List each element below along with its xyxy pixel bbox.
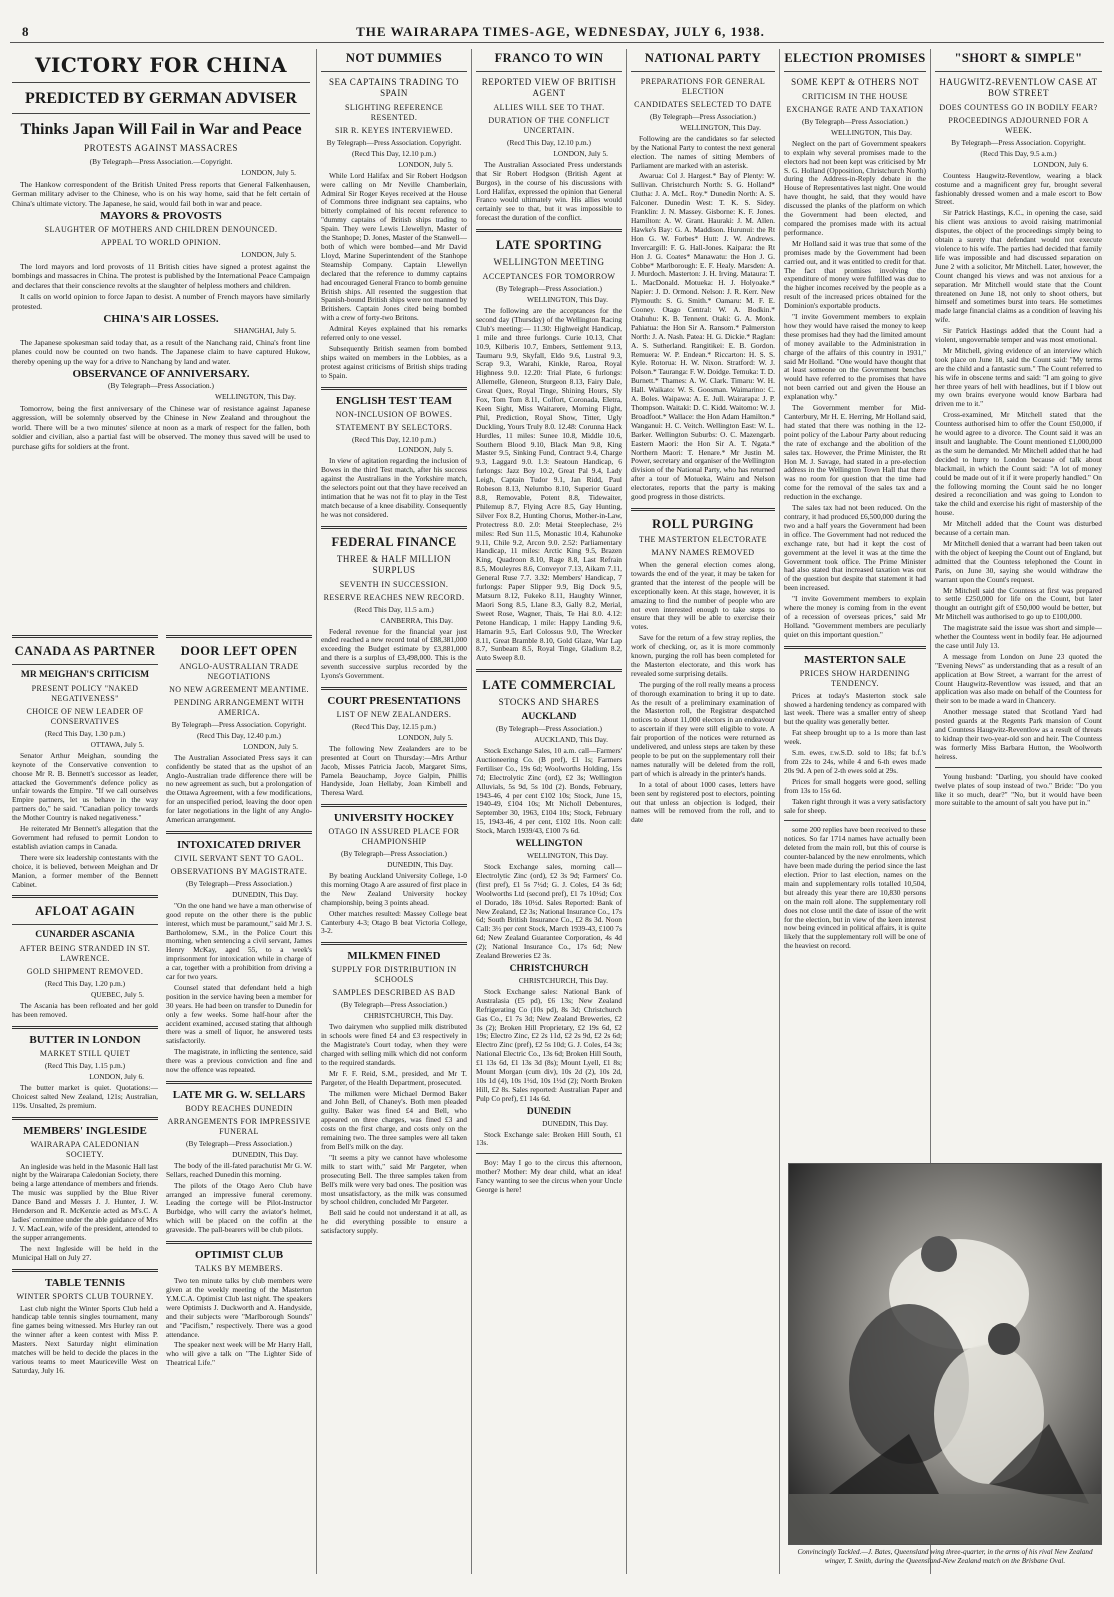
dateline: DUNEDIN, This Day.: [232, 889, 298, 899]
byline: By Telegraph—Press Association. Copyright.: [171, 720, 307, 729]
dateline: QUEBEC, July 5.: [91, 990, 144, 1000]
article-body: The Hankow correspondent of the British United Press reports that General Falkenhausen, German military adviser to the Chinese, who is on his way home, said that he felt certain of China's ultimate victory. The Japanese, he said, would fail both in war and peace.: [12, 179, 310, 208]
headline: FEDERAL FINANCE: [331, 534, 457, 549]
subheadline: CANDIDATES SELECTED TO DATE: [634, 100, 772, 109]
article-body: The Australian Associated Press understands that Sir Robert Hodgson (British Agent at Burgos), in the course of his discussions with Lord Halifax, expressed the opinion that General Franco would ultimately win. His allies would certainly see to that, but it was impossible to forecast the duration of the conflict.: [476, 159, 622, 223]
dateline: LONDON, July 6.: [1033, 159, 1088, 169]
headline: OPTIMIST CLUB: [194, 1249, 284, 1262]
article-body: The Australian Associated Press says it can confidently be stated that as the upshot of an Anglo-Australian trade difference there will be no new agreement as such, but a prolongation of the Ottawa Agreement, with a few modifications, for an unspecified period, leaving the door open for later negotiations in the light of any Anglo-American arrangement.: [166, 752, 312, 825]
column-rule: [471, 49, 472, 1574]
article-body: The sales tax had not been reduced. On the contrary, it had produced £6,500,000 during the two and a half years the Government had been in office. The Government had not reduced the exchange rate, but had it kept the cost of government at the level it was at the time the Government took office. The Prime Minister had also stated that increased taxation was out of the question but despite that statement it had been increased.: [784, 503, 926, 593]
subheadline: SEA CAPTAINS TRADING TO SPAIN: [328, 77, 460, 98]
dateline: LONDON, July 5.: [398, 159, 453, 169]
article-body: Counsel stated that defendant held a high position in the service having been a member for 30 years. He had been on transfer to Dunedin for only a few weeks. Some half-hour after the accident examined, accused stating that although there was a smell of liquor, he answered tests satisfactorily.: [166, 982, 312, 1046]
article-body: An ingleside was held in the Masonic Hall last night by the Wairarapa Caledonian Society, there being a large attendance of members and friends. The music was supplied by the Blue River Dance Band and Messrs J. J. Hunter, J. W. Henderson and R. McKenzie acted as M's.C. A ladies' committee under the able guidance of Mrs J. V. MacLean, wife of the president, attended to the supper arrangements.: [12, 1161, 158, 1242]
byline: (By Telegraph—Press Association.): [802, 117, 908, 126]
dateline: WELLINGTON, This Day.: [215, 392, 296, 401]
article-body: Stock Exchange sales, morning call—Electrolytic Zinc (ord), £2 3s 9d; Farmers' Co. (first pref), £1 5s 7½d; G. J. Coles, £4 3s 6d; Woolworths Ltd (second pref), £1 7s 10½d; Cox el Dorado, 18s 10½d. Sales Reported: Bank of New Zealand, £2 3s; National Insurance Co., 17s 6d; South British Insurance Co., £2 8s 3d. Noon Call: 3½ per cent Stock, March 1939-43, £100 7s 6d; New Zealand Guarantee Corporation, 4s 4d (2); National Insurance Co., 17s 6d; New Zealand Breweries £2 3s.: [476, 862, 622, 961]
article-body: Mr F. F. Reid, S.M., presided, and Mr T. Pargeter, of the Health Department, prosecuted.: [321, 1068, 467, 1087]
article-body: He reiterated Mr Bennett's allegation that the Government had refused to permit London to establish aviation camps in Canada.: [12, 824, 158, 851]
article-body: Other matches resulted: Massey College beat Canterbury 4-3; Otago B beat Victoria College, 3-2.: [321, 908, 467, 936]
article-victory-for-china: [12, 53, 310, 451]
headline: UNIVERSITY HOCKEY: [333, 812, 455, 825]
section-head: CHRISTCHURCH: [509, 963, 589, 974]
byline: (By Telegraph—Press Association.): [341, 849, 447, 859]
article-body: The lord mayors and lord provosts of 11 British cities have signed a protest against the bombings and massacres in China. The protest is published by the International Peace Campaign and declares that their conscience revolts at the slaughter of helpless mothers and children.: [12, 261, 310, 290]
headline: MASTERTON SALE: [804, 653, 906, 666]
subheadline: DOES COUNTESS GO IN BODILY FEAR?: [939, 103, 1098, 112]
recd-line: (Recd This Day, 1.20 p.m.): [44, 979, 126, 989]
recd-line: (Recd This Day, 12.15 p.m.): [352, 721, 436, 731]
subheadline: GOLD SHIPMENT REMOVED.: [26, 967, 144, 977]
article-body: "It seems a pity we cannot have wholesome milk to start with," said Mr Pargeter, when prosecuting Bell. The three samples taken from Bell's milk were very bad ones. The position was most unsatisfactory, as the milk was consumed by school children, concluded Mr Pargeter.: [321, 1152, 467, 1207]
headline: DOOR LEFT OPEN: [180, 644, 298, 658]
dateline: LONDON, July 5.: [398, 732, 453, 742]
subheadline: CHINA'S AIR LOSSES.: [103, 312, 219, 325]
article-body: In a total of about 1000 cases, letters have been sent by registered post to electors, pointing out that unless an objection is lodged, their names will be removed from the roll, and to date: [631, 779, 775, 825]
article-body: Prices at today's Masterton stock sale showed a hardening tendency as compared with last week. There was a smaller entry of sheep but the quality was generally better.: [784, 690, 926, 727]
article-body: Cross-examined, Mr Mitchell stated that the Countess authorised him to offer the Count £50,000, if he would agree to a divorce. The Count said it was an insult and laughable. The Count mentioned £1,000,000 as the sum he demanded. Mr Mitchell added that he had decided to hurry to London because of talk about blackmail, in which the Count said: "A lot of money could be made out of it if it were properly handled." On the following morning the Count said he no longer desired a reconciliation and was going to London to take the child and exercise his right of mastership of the house.: [935, 410, 1102, 518]
article-body: The body of the ill-fated parachutist Mr G. W. Sellars, reached Dunedin this morning.: [166, 1160, 312, 1179]
dateline: LONDON, July 5.: [553, 148, 608, 158]
column-rule: [626, 49, 627, 1574]
subheadline: STOCKS AND SHARES: [498, 697, 600, 708]
subheadline: WINTER SPORTS CLUB TOURNEY.: [16, 1291, 154, 1301]
subheadline: APPEAL TO WORLD OPINION.: [101, 238, 221, 248]
subheadline: OBSERVANCE OF ANNIVERSARY.: [72, 368, 250, 381]
subheadline: Thinks Japan Will Fail in War and Peace: [20, 121, 302, 138]
article-body: "On the one hand we have a man otherwise of good repute on the other there is the public interest, which must be paramount," said Mr J. S. Bartholomew, S.M., in the Police Court this morning, when sentencing a civil servant, James Henry McKay, aged 55, to a week's imprisonment for intoxication while in charge of a car, together with a prohibition from driving a car for two years.: [166, 900, 312, 982]
dateline: AUCKLAND, This Day.: [534, 735, 608, 745]
subheadline: PENDING ARRANGEMENT WITH AMERICA.: [173, 698, 305, 717]
subheadline: PREDICTED BY GERMAN ADVISER: [25, 90, 297, 107]
recd-line: (Recd This Day, 11.5 a.m.): [354, 604, 434, 614]
byline: (By Telegraph—Press Association.): [341, 1000, 447, 1010]
recd-line: (Recd This Day, 1.15 p.m.): [44, 1061, 126, 1071]
article-body: The milkmen were Michael Dermod Baker and John Bell, of Chaney's. Both men pleaded guilty. Baker was fined £4 and Bell, who appeared on three charges, was fined £3 and costs on the first charge, and costs only on the remaining two. The three samples were all taken from Bell's milk on the day.: [321, 1088, 467, 1151]
column-3: [321, 47, 467, 1575]
subheadline: MR MEIGHAN'S CRITICISM: [20, 670, 150, 680]
recd-line: (Recd This Day, 1.30 p.m.): [44, 729, 126, 738]
subheadline: TALKS BY MEMBERS.: [195, 1264, 283, 1274]
column-7: [935, 47, 1102, 1157]
article-body: The magistrate, in inflicting the sentence, said there was a previous conviction and fine and now the offence was repeated.: [166, 1047, 312, 1075]
article-body: Fat sheep brought up to a 1s more than last week.: [784, 728, 926, 747]
article-body: The following are the acceptances for the second day (Thursday) of the Wellington Racing Club's meeting:— 11.30: Highweight Handicap, 1 mile and three furlongs. Curie 10.13, Chat 10.9, Kilberis 10.7, Embers, Settlement 9.13, Taumaru 9.9, Skyfall, Eldo 9.6, Lustral 9.3, Scrap 9.3, Warahi, Kinkle, Raroa, Royal Highness 9.0. 12.20: Trial Plate, 6 furlongs: Allemelle, Gleneon, Sturgeon 8.13, Fairy Dale, Great Quex, Royal Tinge, Shining Hours, Sly Fox, Tom Tom 8.11, Colfort, Coronada, Eletra, Keen Sight, Miss Waitarere, Morning Flight, Phil, Prediction, Royal Show, Titter, Ugly Duckling, Yours Truly 8.0. 12.48: Corunna Hack Hurdles, 11 miles: Sunee 10.8, Middle 10.6, Southern Blood 9.10, Black Man 9.8, King Master 9.5, Sinking Fund, Contract 9.4, Charge 9.3, Laggard 9.0. 1.3: Seatoun Handicap, 6 furlongs: Jazz Boy 10.2, Great Pal 9.4, Lady Leigh, Captain Tudor 9.1, Jan Ridd, Paul Robeson 8.13, Nelumbo 8.10, Superior Guard 8.8, Removable, Potent 8.8, Tidewaiter, Philemup 8.7, Flying Acre 8.5, Gay Hunting, Silver Fox 8.2, Hunting Chorus, Mother-in-Law, Protectress 8.0. 2.0: Metai Steeplechase, 2½ miles: Red Sun 11.5, Monastic 10.4, Kahunoke 9.11, Chile 9.2, Arcon 9.0. 2.52: Parliamentary Handicap, 11 miles: Arctic King 9.5, Brazen King, Quadroon 8.10, Rage 8.8, Last Refrain 8.5, Mouleyres 8.6, Conveyor 7.13, Aikam 7.11, General Ruse 7.7. 3.32: Members' Handicap, 7 furlongs: Paper Slipper 9.9, Big Dock 9.5, Matsurn 8.12, Fukeko 8.11, Haughty Winner, Maori Song 8.5, Llane 8.3, Gally 8.2, Merial, Sweet Rose, Wagner, Thais, Te Hai 8.0. 4.12: Petone Handicap, 1 mile: Happy Landing 9.6, Hamarin 9.5, Earl Colossus 9.0, The Wrecker 8.11, Great Bramble 8.10, Gold Glaze, War Lap 8.7, Sunbeam 8.5, Royal Tinge, Gladium 8.2, Auto Sweep 8.0.: [476, 305, 622, 663]
article-body: Stock Exchange sales: National Bank of Australasia (£5 pd), £6 13s; New Zealand Refrigerating Co (10s pd), 8s 3d; Christchurch Gas Co., £1 7s 3d; New Zealand Breweries, £2 3s (2); Broken Hill Proprietary, £2 19s 6d, £2 19s; Electro Zinc, £2 2s 11d, £2 2s 9d, £2 2s 6d; Electro Zinc (pref), £2 5s 10d; G. J. Coles, £4 3s; National Electric Co., 13s 6d; Broken Hill South, £1 13s 6d, £1 13s 3d (8s); Mount Lyell, £1 8s; Mount Morgan (cum div), 10s 2d (2), 10s 2d, 10s 1d (4), 10s 1½d, 10s 1½d (2); North Broken Hill, £2 8s. Sales reported: Australian Paper and Pulp Co pref), £1 14s 6d.: [476, 986, 622, 1103]
subheadline: AFTER BEING STRANDED IN ST. LAWRENCE.: [19, 944, 151, 964]
article-body: Following are the candidates so far selected by the National Party to contest the next general election. The names of sitting Members of Parliament are marked with an asterisk.: [631, 133, 775, 170]
subheadline: STATEMENT BY SELECTORS.: [335, 422, 453, 432]
subheadline: MAYORS & PROVOSTS: [100, 210, 222, 223]
subheadline: RESERVE REACHES NEW RECORD.: [323, 592, 465, 602]
section-head: AUCKLAND: [521, 712, 577, 723]
subheadline: NO NEW AGREEMENT MEANTIME.: [169, 685, 309, 694]
article-body: The magistrate said the issue was short and simple—whether the Countess went in bodily fear. He adjourned the case until July 13.: [935, 623, 1102, 650]
article-body: A message from London on June 23 quoted the "Evening News" as understanding that as a result of an application at Bow Street, a warrant for the arrest of Count Haugwitz-Reventlow was issued, and that an application was also made on behalf of the Countess for their son to be made a ward in Chancery.: [935, 651, 1102, 706]
byline: (By Telegraph—Press Association.—Copyright.: [89, 157, 233, 166]
dateline: DUNEDIN, This Day.: [232, 1149, 298, 1159]
headline: BUTTER IN LONDON: [29, 1034, 141, 1047]
section-head: WELLINGTON: [515, 839, 583, 850]
subheadline: NON-INCLUSION OF BOWES.: [335, 409, 453, 419]
page-number: 8: [22, 24, 29, 39]
article-body: Two dairymen who supplied milk distributed in schools were fined £4 and £3 respectively in the Magistrate's Court today, when they were charged with selling milk which did not conform to the required standards.: [321, 1022, 467, 1067]
dateline: WELLINGTON, This Day.: [527, 295, 608, 305]
subheadline: THREE & HALF MILLION SURPLUS: [336, 553, 452, 575]
headline: MILKMEN FINED: [347, 950, 441, 963]
recd-line: (Recd This Day, 12.10 p.m.): [352, 148, 436, 158]
subheadline: CHOICE OF NEW LEADER OF CONSERVATIVES: [26, 707, 144, 726]
byline: (By Telegraph—Press Association.): [496, 284, 602, 294]
photo-caption: Convincingly Tackled.—J. Bates, Queensland wing three-quarter, in the arms of his rival New Zealand winger, T. Smith, during the Queensland-New Zealand match on the Brisbane Oval.: [797, 1548, 1093, 1565]
dateline: CANBERRA, This Day.: [380, 615, 453, 625]
subheadline: PRICES SHOW HARDENING TENDENCY.: [799, 668, 911, 688]
article-body: Neglect on the part of Government speakers to explain why several promises made to the electors had not been kept was criticised by Mr S. G. Holland (Opposition, Christchurch North) during the Address-in-Reply debate in the House of Representatives last night. One would have thought, he said, that they would have discussed the planks of the platform on which the Government had been elected, and compared the promises made with its actual performance.: [784, 138, 926, 237]
subheadline: REPORTED VIEW OF BRITISH AGENT: [481, 77, 617, 98]
rugby-photo-image: [789, 1164, 1101, 1544]
subheadline: PRESENT POLICY "NAKED NEGATIVENESS": [31, 684, 139, 703]
recd-line: (Recd This Day, 12.40 p.m.): [197, 730, 281, 740]
subheadline: WELLINGTON MEETING: [493, 257, 605, 268]
headline: ROLL PURGING: [652, 516, 754, 531]
byline: (By Telegraph—Press Association.): [650, 112, 756, 121]
byline: (By Telegraph—Press Association.): [496, 724, 602, 734]
byline: By Telegraph—Press Association. Copyright.: [951, 138, 1086, 147]
byline: By Telegraph—Press Association. Copyright.: [326, 138, 462, 147]
subheadline: ANGLO-AUSTRALIAN TRADE NEGOTIATIONS: [179, 662, 299, 681]
dateline: SHANGHAI, July 5.: [233, 325, 296, 335]
subheadline: SLAUGHTER OF MOTHERS AND CHILDREN DENOUNCED.: [44, 225, 278, 235]
subheadline: SEVENTH IN SUCCESSION.: [339, 579, 449, 589]
byline: (By Telegraph—Press Association.): [186, 878, 292, 888]
columns: [10, 43, 1104, 1578]
dateline: LONDON, July 5.: [241, 167, 296, 177]
subheadline: CUNARDER ASCANIA: [35, 930, 135, 941]
subheadline: CRITICISM IN THE HOUSE: [802, 92, 908, 101]
subheadline: DURATION OF THE CONFLICT UNCERTAIN.: [488, 116, 610, 135]
subheadline: OTAGO IN ASSURED PLACE FOR CHAMPIONSHIP: [328, 827, 460, 847]
article-body: The Japanese spokesman said today that, as a result of the Nanchang raid, China's front line planes could now be counted on two hands. The Japanese claim to have captured Hukow, thereby opening up the way for a drive to Nanchang by land and water.: [12, 337, 310, 366]
column-1-lower: [12, 629, 158, 1571]
article-body: Stock Exchange sale: Broken Hill South, £1 13s.: [476, 1129, 622, 1148]
subheadline: PROCEEDINGS ADJOURNED FOR A WEEK.: [948, 116, 1089, 135]
subheadline: THE MASTERTON ELECTORATE: [639, 534, 767, 544]
article-body: By beating Auckland University College, 1-0 this morning Otago A are assured of first place in the New Zealand University hockey championship, being 3 points ahead.: [321, 871, 467, 907]
article-body: S.m. ewes, r.w.S.D. sold to 18s; fat b.f.'s from 22s to 24s, while 4 and 6-th ewes made 20s 9d. A pen of 2-th ewes sold at 29s.: [784, 748, 926, 775]
headline: ELECTION PROMISES: [784, 51, 926, 65]
dateline: CHRISTCHURCH, This Day.: [518, 975, 608, 985]
recd-line: (Recd This Day, 9.5 a.m.): [980, 148, 1057, 158]
headline: "SHORT & SIMPLE": [954, 51, 1083, 65]
article-body: The pilots of the Otago Aero Club have arranged an impressive funeral ceremony. Leading the cortege will be Pilot-Instructor Burbidge, who will carry the aviator's helmet, which will be placed on the coffin at the graveside. The pall-bearers will be club pilots.: [166, 1180, 312, 1235]
dateline: DUNEDIN, This Day.: [387, 860, 453, 870]
article-body: Mr Holland said it was true that some of the promises made by the Government had been carried out, and it was entitled to credit for that. The fact that promises involving the expenditure of money were fulfilled was due to the higher incomes received by the people as a result of the increased prices obtained for the Dominion's exportable products.: [784, 238, 926, 311]
article-body: Mr Mitchell, giving evidence of an interview which took place on June 18, said the Count said: "My terms are the child and a fantastic sum." The Count referred to his wife in obscene terms and said: "I am going to give her three years of hell with headlines, but if I blow out my own brains everyone would know Barbara had driven me to it.": [935, 345, 1102, 409]
headline: ENGLISH TEST TEAM: [335, 394, 453, 407]
dateline: LONDON, July 5.: [398, 445, 453, 455]
article-body: The butter market is quiet. Quotations:—Choicest salted New Zealand, 121s; Australian, 119s. Unsalted, 2s premium.: [12, 1082, 158, 1110]
subheadline: MANY NAMES REMOVED: [651, 547, 755, 557]
subheadline: BODY REACHES DUNEDIN: [185, 1104, 293, 1113]
dateline: DUNEDIN, This Day.: [542, 1118, 608, 1128]
headline: MEMBERS' INGLESIDE: [23, 1124, 147, 1137]
headline: AFLOAT AGAIN: [35, 904, 135, 919]
article-body: The purging of the roll really means a process of thorough examination to bring it up to date. As the result of a preliminary examination of the Masterton roll, the Registrar despatched notices to about 11,000 electors in an endeavour to ascertain if they were still eligible to vote. A fair proportion of the notices were returned as undelivered, and unless steps are taken by these people to be put on the supplementary roll their names naturally will be deleted from the roll, part of which is already in the printer's hands.: [631, 679, 775, 778]
article-body: Countess Haugwitz-Reventlow, wearing a black costume and a magnificent grey fur, brought several fashionably dressed women and a male escort to Bow Street.: [935, 170, 1102, 207]
subheadline: ALLIES WILL SEE TO THAT.: [493, 103, 605, 112]
subheadline: SIR R. KEYES INTERVIEWED.: [334, 126, 453, 135]
article-body: Prices for small hoggets were good, selling from 13s to 15s 6d.: [784, 776, 926, 795]
article-body: The speaker next week will be Mr Harry Hall, who will give a talk on "The Lighter Side of Theatrical Life.": [166, 1340, 312, 1368]
section-head: DUNEDIN: [526, 1106, 572, 1117]
article-body: Bell said he could not understand it at all, as he did everything possible to ensure a satisfactory supply.: [321, 1208, 467, 1236]
article-body: When the general election comes along, towards the end of the year, it may be taken for granted that the interest of the people will be exceptionally keen. At this stage, however, it is amazing to find the number of people who are not even interested enough to take steps to ensure that they will be able to exercise their votes.: [631, 559, 775, 632]
headline: VICTORY FOR CHINA: [34, 53, 287, 77]
subheadline: SUPPLY FOR DISTRIBUTION IN SCHOOLS: [331, 965, 457, 985]
subheadline: PROTESTS AGAINST MASSACRES: [84, 143, 238, 153]
subheadline: MARKET STILL QUIET: [39, 1049, 131, 1059]
subheadline: OBSERVATIONS BY MAGISTRATE.: [170, 866, 308, 876]
byline: (By Telegraph—Press Association.): [108, 381, 214, 391]
column-4: [476, 47, 622, 1575]
article-body-continued: some 200 replies have been received to these notices. So far 1714 names have actually been deleted from the main roll, but this of course is counter-balanced by the new enrolments, which have been made during the period since the last election. Prior to last election, names on the main and supplementary rolls totalled 10,504, but already this year there are 10,830 persons on the main roll alone. The supplementary roll does not close until the date of issue of the writ for the election, but in view of the keen interest now being evinced in political affairs, it is quite likely that the supplementary roll will be one of the heaviest on record.: [784, 825, 926, 951]
subheadline: HAUGWITZ-REVENTLOW CASE AT BOW STREET: [939, 77, 1098, 98]
dateline: WELLINGTON, This Day.: [831, 127, 912, 137]
dateline: LONDON, July 5.: [241, 250, 296, 260]
headline: NATIONAL PARTY: [644, 51, 762, 65]
subheadline: SLIGHTING REFERENCE RESENTED.: [344, 103, 444, 122]
subheadline: PREPARATIONS FOR GENERAL ELECTION: [640, 77, 766, 96]
headline: LATE SPORTING: [495, 238, 603, 253]
article-body: "I invite Government members to explain where the money is coming from in the event of a recession of overseas prices," said Mr Holland. "Government members are peculiarly quiet on this important question.": [784, 594, 926, 639]
article-body: Subsequently British seamen from bombed ships waited on members in the Lobbies, as a protest against criticisms of British ships trading to Spain.: [321, 343, 467, 380]
filler-joke: Young husband: "Darling, you should have cooked twelve plates of soup instead of two." Bride: "Do you like it so much, dear?" "No, but it would have been more suitable to the amount of salt you have put in.": [935, 771, 1102, 808]
subheadline: SOME KEPT & OTHERS NOT: [791, 77, 919, 87]
subheadline: ACCEPTANCES FOR TOMORROW: [482, 272, 616, 282]
column-rule: [316, 49, 317, 1574]
article-body: Two ten minute talks by club members were given at the weekly meeting of the Masterton Y.M.C.A. Optimist Club last night. The speakers were Optimists J. Duckworth and A. Handyside, and their subjects were "Marlborough Sounds" and "Pacifism," respectively. There was a good attendance.: [166, 1276, 312, 1339]
article-body: The Ascania has been refloated and her gold has been removed.: [12, 1001, 158, 1020]
rugby-photo: [788, 1163, 1102, 1545]
article-body: Sir Patrick Hastings added that the Count had a violent, ungovernable temper and was most emotional.: [935, 326, 1102, 345]
article-body: Senator Arthur Meighan, sounding the keynote of the Conservative convention to choose Mr R. B. Bennett's successor as leader, attacked the Government's defence policy as unfair towards the Empire. "If we call ourselves Empire partners, let us behave in the way partners do," he said. "Canadian policy towards the Mother Country is naked negativeness.": [12, 750, 158, 823]
subheadline: ARRANGEMENTS FOR IMPRESSIVE FUNERAL: [167, 1117, 311, 1136]
article-body: The following New Zealanders are to be presented at Court on Thursday:—Mrs Arthur Jacob, Misses Patricia Jacob, Margaret Sims, Pamela Beauchamp, Joyce Galpin, Phillis Handyside, Joan Hellaby, Joan Kimbell and Theresa Ward.: [321, 743, 467, 798]
byline: (By Telegraph—Press Association.): [186, 1139, 292, 1148]
dateline: OTTAWA, July 5.: [90, 739, 144, 749]
article-body: Awarua: Col J. Hargest.* Bay of Plenty: W. Sullivan. Christchurch North: S. G. Holland* Clutha: J. A. McL. Roy.* Dunedin North: A. S. Falconer. Dunedin West: T. K. S. Sidey. Franklin: J. N. Massey. Gisborne: K. F. Jones. Hamilton: A. W. Grant. Hauraki: J. M. Allen. Hawke's Bay: G. A. Maddison. Hurunui: the Rt Hon G. W. Forbes* Hutt: J. W. Andrews. Invercargill: F. G. Hall-Jones. Kaipara: the Rt Hon J. G. Coates* Manawatu: the Hon J. G. Cobbe* Marlborough: E. F. Healy. Marsden: A. J. Murdoch. Masterton: J. H. Irving. Mataura: T. L. MacDonald. Motueka: H. J. Holyoake.* Napier: J. D. Ormond. Nelson: J. R. Kerr. New Plymouth: S. G. Smith.* Oamaru: M. F. E. Cooney. Otago Central: W. A. Bodkin.* Otahuhu: K. B. Tennent. Otaki: G. A. Monk. Pahiatua: the Hon Sir A. Ransom.* Palmerston North: J. A. Nash. Patea: H. G. Dickie.* Raglan: A. S. Sutherland. Rangitikei: E. B. Gordon. Remuera: W. P. Endean.* Riccarton: H. S. S. Kyle. Rotorua: H. W. Nixon. Stratford: W. J. Polson.* Tauranga: F. W. Doidge. Temuka: T. D. Burnett.* Thames: A. W. Clark. Timaru: W. H. Hall. Waikato: W. S. Goosman. Waimarino: C. A. Boles. Waipawa: A. E. Jull. Wairarapa: J. P. Thompson. Waitaki: D. C. Kidd. Waitomo: W. J. Broadfoot.* Wallace: the Hon Adam Hamilton.* Wanganui: H. C. Veitch. Wellington East: W. L. Barker. Wellington Suburbs: O. C. Mazengarb. Eastern Maori: the Hon Sir A. T. Ngata.* Northern Maori: T. Henare.* Mr Justin M. Power, secretary and organiser of the Wellington division of the National Party, who has returned after a tour of Motueka, Wairu and Nelson electorates, reports that the party is making good progress in those districts.: [631, 171, 775, 502]
article-body: Mr Mitchell added that the Count was disturbed because of a certain man.: [935, 519, 1102, 538]
article-body: Admiral Keyes explained that his remarks referred only to one vessel.: [321, 324, 467, 343]
headline: INTOXICATED DRIVER: [177, 838, 301, 851]
headline: LATE COMMERCIAL: [482, 678, 616, 693]
recd-line: (Recd This Day, 12.10 p.m.): [507, 138, 591, 147]
column-5: [631, 47, 775, 1575]
article-body: While Lord Halifax and Sir Robert Hodgson were calling on Mr Neville Chamberlain, Admiral Sir Roger Keyes received at the House of Commons three indignant sea captains, who bitterly complained of his recent reference to "dummy captains of British ships trading to Spain. They were Lewis Llewellyn, Master of the Stanhope; D. Jones, Master of the Stanwell—both of which were bombed—and Mr David Lloyd, Marine Superintendent of the Stanhope Steamship Company. Captain Llewellyn declared that the reference to dummy captains had encouraged General Franco to bomb genuine British ships. All resented the suggestion that Spanish-bound British ships were not manned by Britishers. Captain Jones cited being bombed with a crew of forty-two Britons.: [321, 170, 467, 323]
newspaper-title: THE WAIRARAPA TIMES-AGE, WEDNESDAY, JULY 6, 1938.: [356, 24, 765, 39]
dateline: CHRISTCHURCH, This Day.: [363, 1011, 453, 1021]
column-2-lower: [166, 629, 312, 1571]
article-body: The Government member for Mid-Canterbury, Mr H. E. Herring, Mr Holland said, had stated that there was nothing in the 12-point policy of the Labour Party about reducing the rate of exchange and the abolition of the sales tax. However, the Prime Minister, the Rt Hon M. J. Savage, had stated in a pre-election address in the Wellington Town Hall that there was no room for question that the time had come for the removal of the sales tax and a reduction in the exchange.: [784, 403, 926, 502]
article-body: Mr Mitchell said the Countess at first was prepared to settle £250,000 for life on the Count, but later thought an outright gift of £50,000 would be better, but Mr Mitchell was authorised to go up to £100,000.: [935, 585, 1102, 622]
article-body: Taken right through it was a very satisfactory sale for sheep.: [784, 796, 926, 815]
dateline: LONDON, July 6.: [89, 1071, 144, 1081]
headline: FRANCO TO WIN: [494, 51, 604, 65]
article-body: Federal revenue for the financial year just ended reached a new record total of £88,381,000 exceeding the Budget estimate by £3,881,000 and there is a surplus of £3,498,000. This is the seventh successive surplus recorded by the Lyons's Government.: [321, 626, 467, 681]
subheadline: EXCHANGE RATE AND TAXATION: [786, 105, 924, 114]
article-body: Mr Mitchell denied that a warrant had been taken out with the object of keeping the Count out of England, but admitted that the Countess telephoned the Count in Paris, on June 30, saying she would withdraw the warrant upon the Count's request.: [935, 538, 1102, 584]
article-body: In view of agitation regarding the inclusion of Bowes in the third Test match, after his success against the Australians in the Yorkshire match, the selectors point out that they have received an intimation that he was not fit to play in the Test match because of a knee disability. Consequently he was not considered.: [321, 456, 467, 519]
subheadline: SAMPLES DESCRIBED AS BAD: [332, 988, 456, 998]
article-body: Save for the return of a few stray replies, the work of checking, or, as it is more commonly known, purging the roll has been completed for the Masterton electorate, and this work has revealed some surprising details.: [631, 633, 775, 678]
dateline: WELLINGTON, This Day.: [680, 122, 761, 132]
headline: COURT PRESENTATIONS: [327, 694, 461, 707]
column-6: [784, 47, 926, 1157]
subheadline: WAIRARAPA CALEDONIAN SOCIETY.: [30, 1139, 140, 1159]
filler-joke: Boy: May I go to the circus this afternoon, mother? Mother: My dear child, what an idea! Fancy wanting to see the circus when your Uncle George is here!: [476, 1158, 622, 1195]
recd-line: (Recd This Day, 12.10 p.m.): [352, 434, 436, 444]
masthead: [10, 6, 1104, 43]
column-rule: [779, 49, 780, 1574]
article-body: Sir Patrick Hastings, K.C., in opening the case, said his client was anxious to avoid raising matrimonial disputes, the object of the proceedings simply being to obtain a surety that defendant would not execute violence to his wife. The parties had decided that family life was impossible and had discussed separation on June 2 with a solicitor, Mr Mitchell. Later, however, the Count changed his views and was not anxious for a separation. Mr Mitchell would state that the Count threatened on June 18, not only to shoot others, but himself and sometimes burst into tears. He sometimes made large financial claims as a condition of leaving his wife.: [935, 208, 1102, 325]
article-body: There were six leadership contestants with the choice, it is believed, between Meighan and Dr Manion, a former member of the Bennett Cabinet.: [12, 852, 158, 889]
subheadline: LIST OF NEW ZEALANDERS.: [336, 709, 452, 719]
dateline: WELLINGTON, This Day.: [527, 851, 608, 861]
article-body: Tomorrow, being the first anniversary of the Chinese war of resistance against Japanese aggression, will be solemnly observed by the Chinese in New Zealand and throughout the world. There will be a two minutes' silence at noon as a mark of respect for the fallen, both soldier and civilian, also a partial fast will be observed. The money thus saved will be used to purchase gifts for soldiers at the front.: [12, 403, 310, 451]
article-body: "I invite Government members to explain how they would have raised the money to keep these promises had they had the limited amount of money available to the Administration in charge of the affairs of this country in 1931," said Mr Holland. "One would have thought that at least someone on the Government benches would have referred to the promises that have not been carried out and given the House an explanation why.": [784, 312, 926, 402]
article-body: Stock Exchange Sales, 10 a.m. call—Farmers' Auctioneering Co. (B pref), £1 1s; Farmers Fertiliser Co., 19s 6d; Woolworths Holding, 15s 7d; Electrolytic Zinc (ord), £2 3s; Wellington Alluvials, 5s 9d, 5s 10d (2). Bonds, February, 1943-46, 4 per cent £102 10s; Stock, June 15, 1940-49, £104 10s; Mt Nicholl Debentures, September 30, 1963, £104 10s; Stock, February 15, 1943-46, 4 per cent, £102 10s. Noon call: Stock, March 1939/43, £100 7s 6d.: [476, 746, 622, 836]
article-body: The next Ingleside will be held in the Municipal Hall on July 27.: [12, 1243, 158, 1262]
subheadline: CIVIL SERVANT SENT TO GAOL.: [174, 853, 304, 863]
article-body: It calls on world opinion to force Japan to desist. A number of French mayors have similarly protested.: [12, 292, 310, 311]
headline: TABLE TENNIS: [45, 1276, 125, 1289]
dateline: LONDON, July 5.: [243, 741, 298, 751]
headline: CANADA AS PARTNER: [14, 644, 156, 658]
article-body: Last club night the Winter Sports Club held a handicap table tennis singles tournament, many fine games being witnessed. Mrs Hurley ran out the winner after a keen contest with Miss P. Masters. Next Saturday night elimination matches will be held to decide the places in the various teams to meet Mauriceville West on Saturday, July 16.: [12, 1303, 158, 1375]
headline: LATE MR G. W. SELLARS: [172, 1089, 306, 1101]
article-body: Another message stated that Scotland Yard had posted guards at the Regents Park mansion of Count and Countess Haugwitz-Reventlow as a result of threats to kidnap their two-year-old son and heir. The Countess was formerly Miss Barbara Hutton, the Woolworth heiress.: [935, 707, 1102, 761]
headline: NOT DUMMIES: [345, 51, 443, 65]
